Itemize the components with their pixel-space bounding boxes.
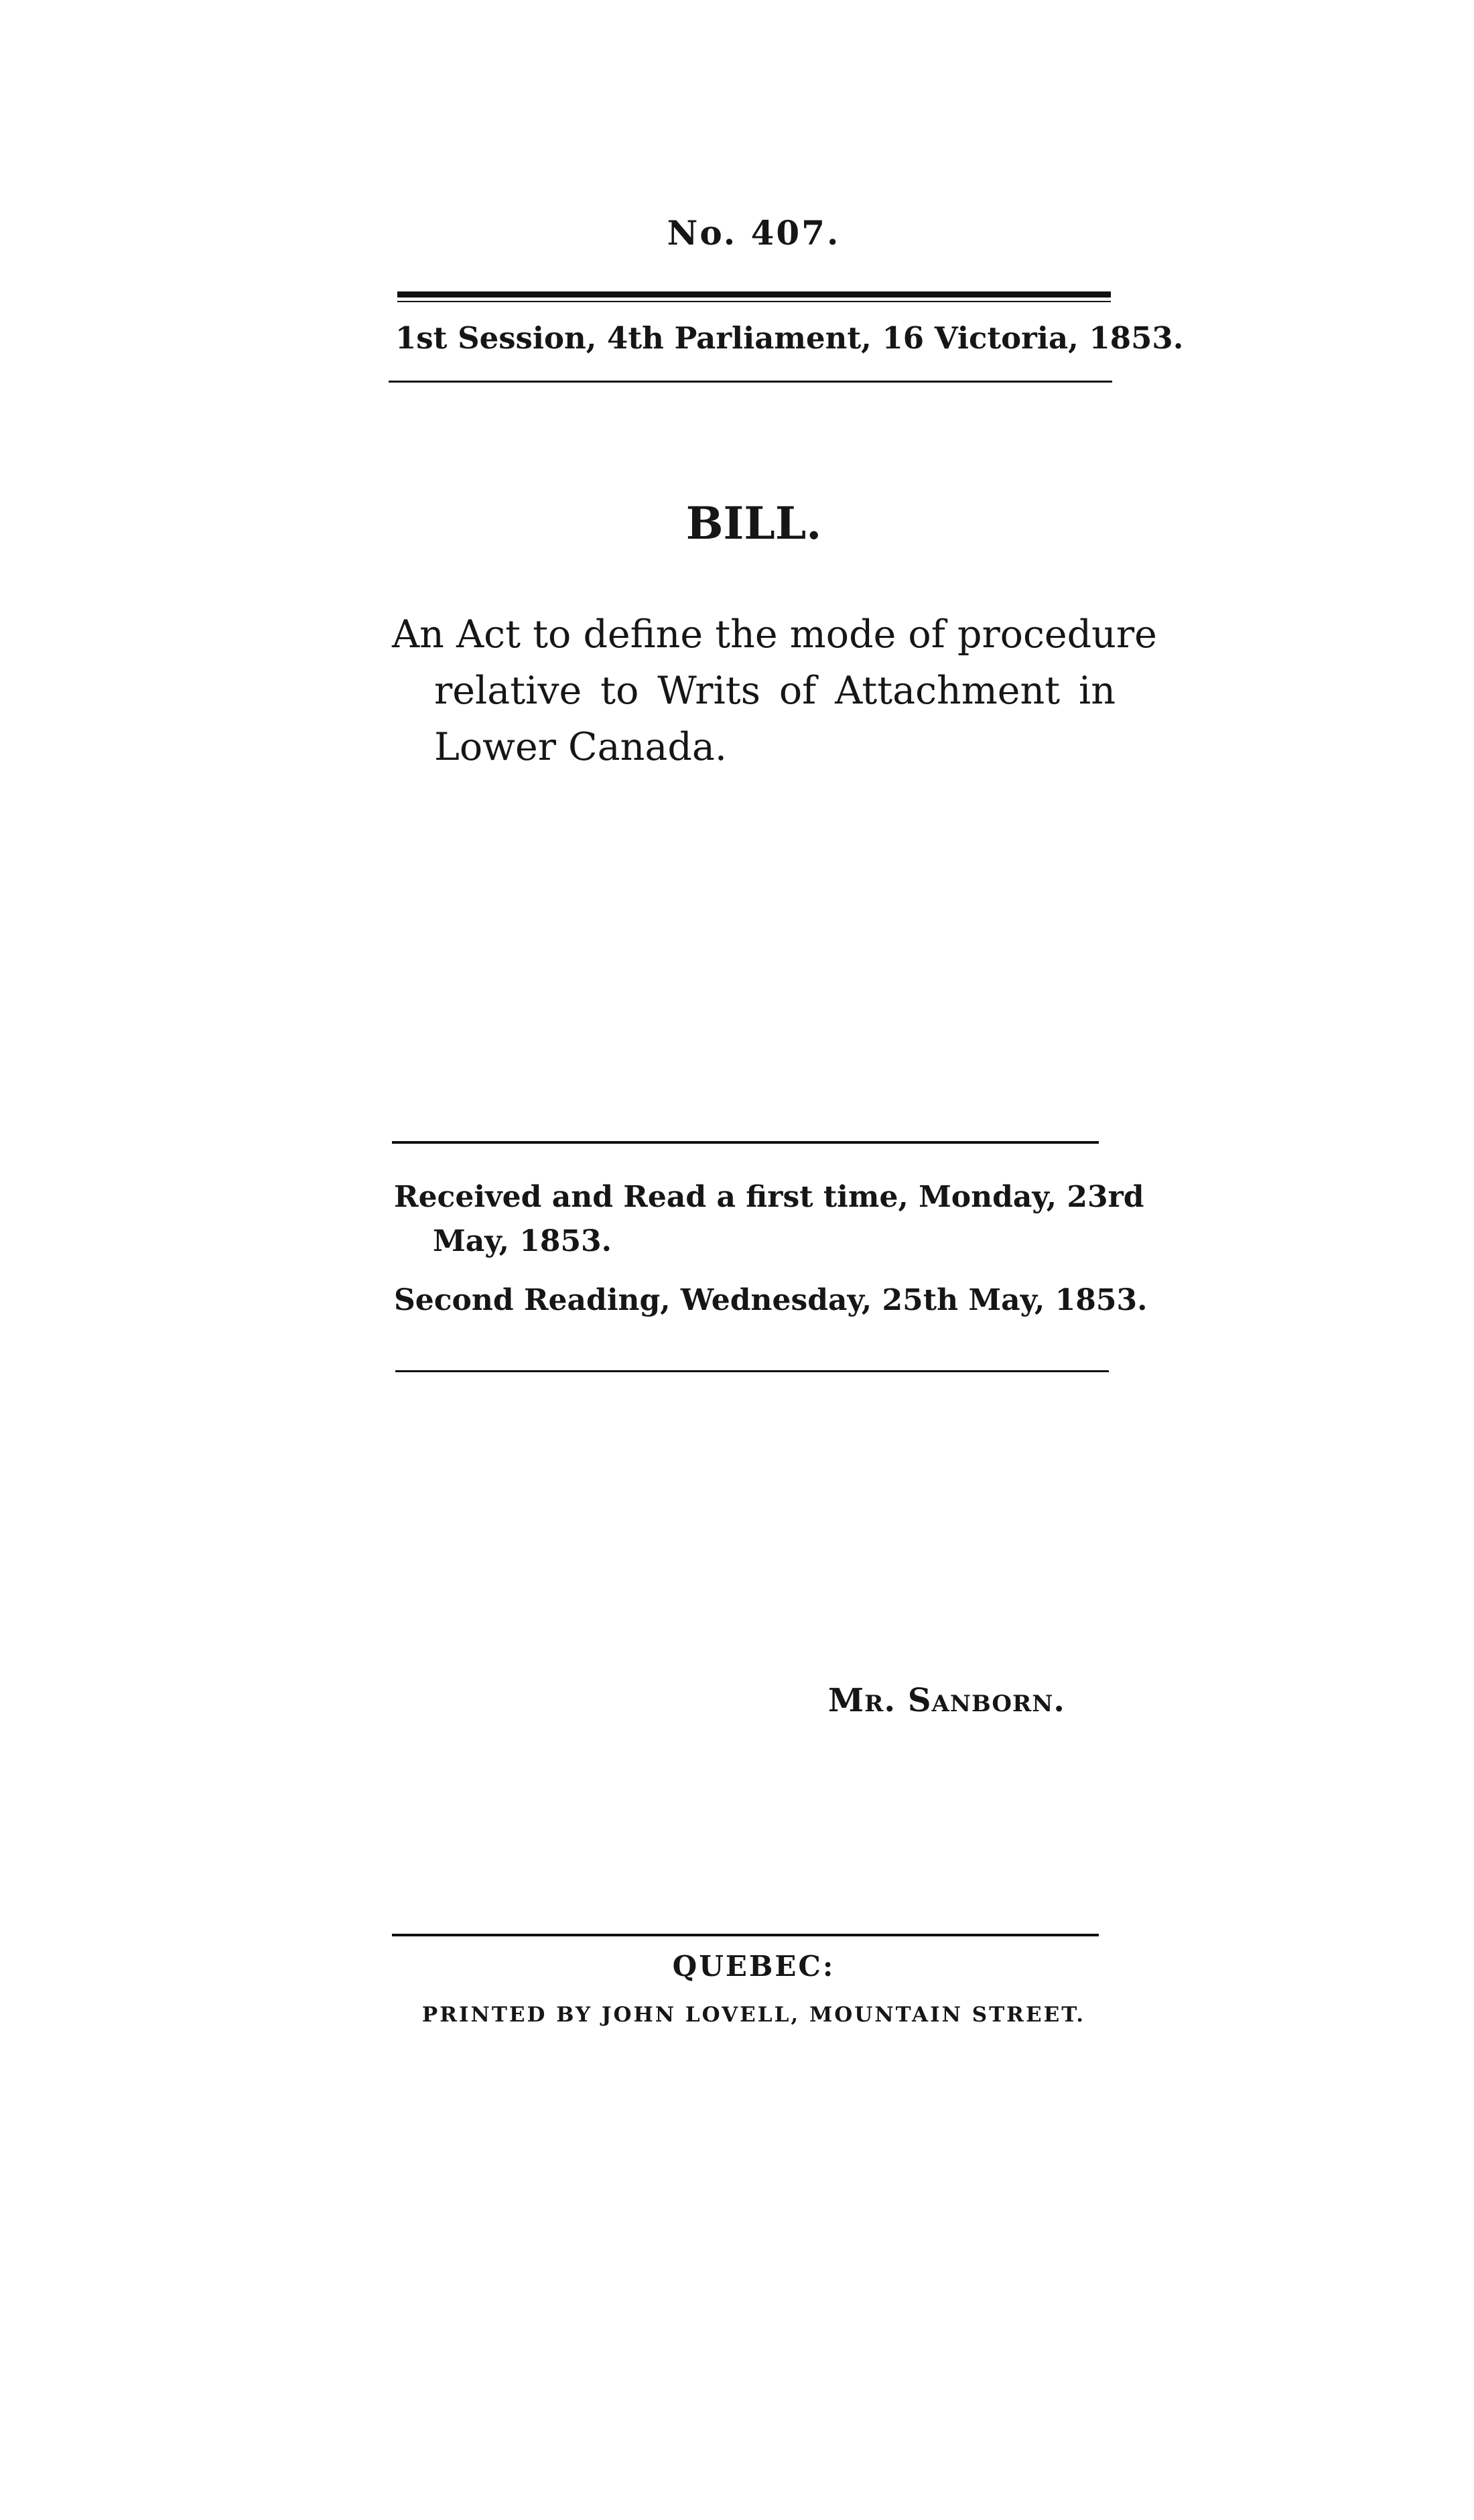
header-rule-hairline [397,301,1111,302]
bill-heading: BILL. [685,497,822,549]
act-title-line-2: relative to Writs of Attachment in [434,669,1116,713]
second-reading: Second Reading, Wednesday, 25th May, 1853. [394,1283,1148,1317]
header-rule-thick [397,291,1111,297]
imprint-printer: PRINTED BY JOHN LOVELL, MOUNTAIN STREET. [421,2003,1086,2027]
first-reading [394,1175,1144,1264]
first-reading-line-1: Received and Read a first time, Monday, 23rd [394,1180,1144,1214]
session-rule [389,381,1112,383]
first-reading-line-2: May, 1853. [433,1224,612,1258]
bill-number: No. 407. [667,213,841,253]
act-title [392,606,1157,775]
session-line: 1st Session, 4th Parliament, 16 Victoria, 1853. [395,320,1184,356]
readings-bottom-rule [395,1370,1109,1372]
imprint-city: QUEBEC: [672,1950,835,1983]
readings-top-rule [392,1141,1099,1144]
act-title-line-1: An Act to define the mode of procedure [392,612,1157,657]
imprint-rule [392,1934,1099,1936]
sponsor-name: Mr. Sanborn. [828,1682,1065,1719]
act-title-line-3: Lower Canada. [434,725,727,769]
